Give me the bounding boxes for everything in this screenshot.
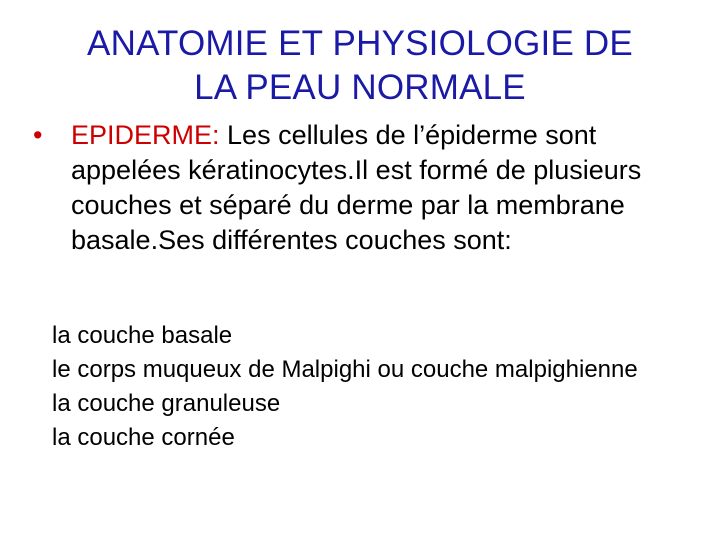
layer-item-malpighi: le corps muqueux de Malpighi ou couche malpighienne bbox=[52, 356, 638, 383]
epidermis-layers-list bbox=[52, 319, 692, 455]
layer-item-granuleuse: la couche granuleuse bbox=[52, 390, 281, 417]
bullet-text bbox=[71, 118, 711, 258]
layer-item-cornee: la couche cornée bbox=[52, 424, 235, 451]
bullet-body: Les cellules de l’épiderme sont appelées kératinocytes.Il est formé de plusieurs couches et séparé du derme par la membrane basale.Ses différentes couches sont: bbox=[71, 120, 642, 255]
slide-title-line-2: LA PEAU NORMALE bbox=[194, 68, 526, 107]
bullet-keyword: EPIDERME: bbox=[71, 120, 220, 150]
slide-title bbox=[36, 22, 684, 110]
slide-title-line-1: ANATOMIE ET PHYSIOLOGIE DE bbox=[87, 24, 633, 63]
layer-item-basale: la couche basale bbox=[52, 322, 233, 349]
epiderme-bullet bbox=[33, 118, 720, 258]
bullet-line bbox=[33, 118, 720, 258]
bullet-marker: • bbox=[33, 120, 43, 150]
